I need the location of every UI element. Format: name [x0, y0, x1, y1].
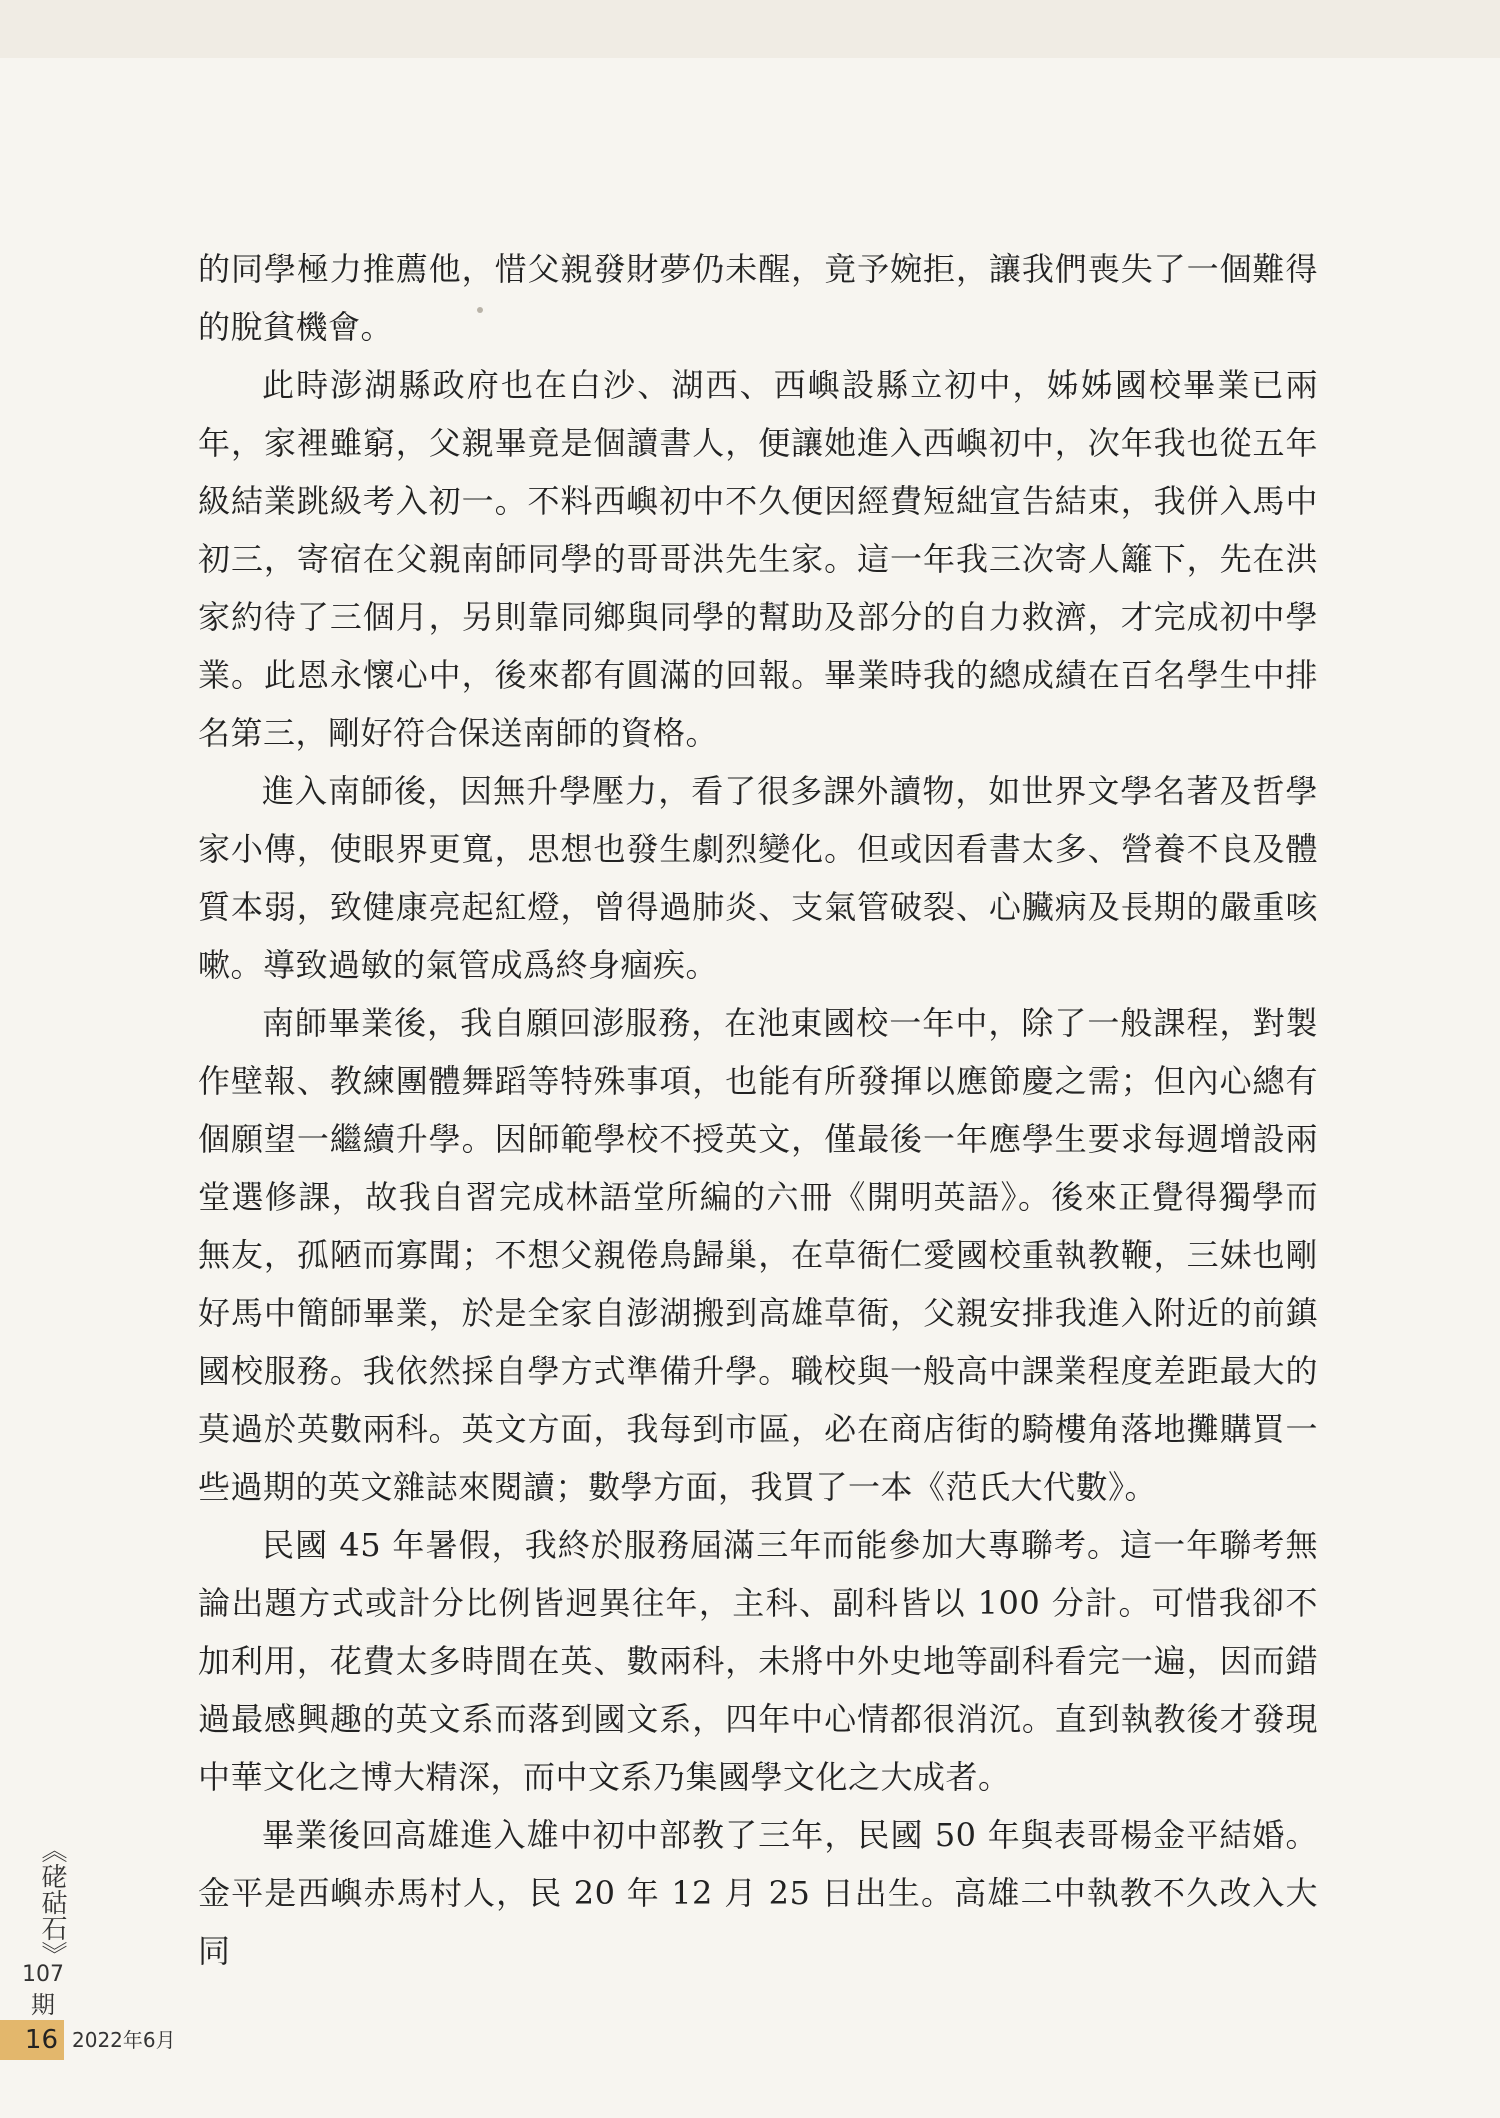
issue-number: 107 — [22, 1962, 64, 1987]
issue-date: 2022年6月 — [72, 2028, 176, 2052]
page-footer — [0, 2020, 1500, 2060]
article-paragraph: 的同學極力推薦他，惜父親發財夢仍未醒，竟予婉拒，讓我們喪失了一個難得的脫貧機會。 — [198, 250, 1318, 346]
article-body — [198, 240, 1318, 1980]
article-paragraph: 南師畢業後，我自願回澎服務，在池東國校一年中，除了一般課程，對製作壁報、教練團體舞蹈等特殊事項，也能有所發揮以應節慶之需；但內心總有個願望一繼續升學。因師範學校不授英文，僅最後一年應學生要求每週增設兩堂選修課，故我自習完成林語堂所編的六冊《開明英語》。後來正覺得獨學而無友，孤陋而寡聞；不想父親倦鳥歸巢，在草衙仁愛國校重執教鞭，三妹也剛好馬中簡師畢業，於是全家自澎湖搬到高雄草衙，父親安排我進入附近的前鎮國校服務。我依然採自學方式準備升學。職校與一般高中課業程度差距最大的莫過於英數兩科。英文方面，我每到市區，必在商店街的騎樓角落地攤購買一些過期的英文雜誌來閱讀；數學方面，我買了一本《范氏大代數》。 — [198, 1004, 1318, 1506]
page-top-band — [0, 0, 1500, 58]
article-paragraph: 畢業後回高雄進入雄中初中部教了三年，民國 50 年與表哥楊金平結婚。金平是西嶼赤馬村人，民 20 年 12 月 25 日出生。高雄二中執教不久改入大同 — [198, 1816, 1318, 1970]
article-paragraph: 進入南師後，因無升學壓力，看了很多課外讀物，如世界文學名著及哲學家小傳，使眼界更寬，思想也發生劇烈變化。但或因看書太多、營養不良及體質本弱，致健康亮起紅燈，曾得過肺炎、支氣管破裂、心臟病及長期的嚴重咳嗽。導致過敏的氣管成爲終身痼疾。 — [198, 772, 1318, 984]
article-paragraph: 此時澎湖縣政府也在白沙、湖西、西嶼設縣立初中，姊姊國校畢業已兩年，家裡雖窮，父親畢竟是個讀書人，便讓她進入西嶼初中，次年我也從五年級結業跳級考入初一。不料西嶼初中不久便因經費短絀宣告結束，我併入馬中初三，寄宿在父親南師同學的哥哥洪先生家。這一年我三次寄人籬下，先在洪家約待了三個月，另則靠同鄉與同學的幫助及部分的自力救濟，才完成初中學業。此恩永懷心中，後來都有圓滿的回報。畢業時我的總成績在百名學生中排名第三，剛好符合保送南師的資格。 — [198, 366, 1318, 752]
issue-label — [18, 1960, 68, 2020]
article-paragraph: 民國 45 年暑假，我終於服務屆滿三年而能參加大專聯考。這一年聯考無論出題方式或計分比例皆迥異往年，主科、副科皆以 100 分計。可惜我卻不加利用，花費太多時間在英、數兩科，未將中外史地等副科看完一遍，因而錯過最感興趣的英文系而落到國文系，四年中心情都很消沉。直到執教後才發現中華文化之博大精深，而中文系乃集國學文化之大成者。 — [198, 1526, 1318, 1796]
magazine-title: 《硓𥑮石》 — [37, 1837, 67, 1967]
issue-suffix: 期 — [31, 1991, 55, 2019]
page-number: 16 — [0, 2020, 64, 2060]
